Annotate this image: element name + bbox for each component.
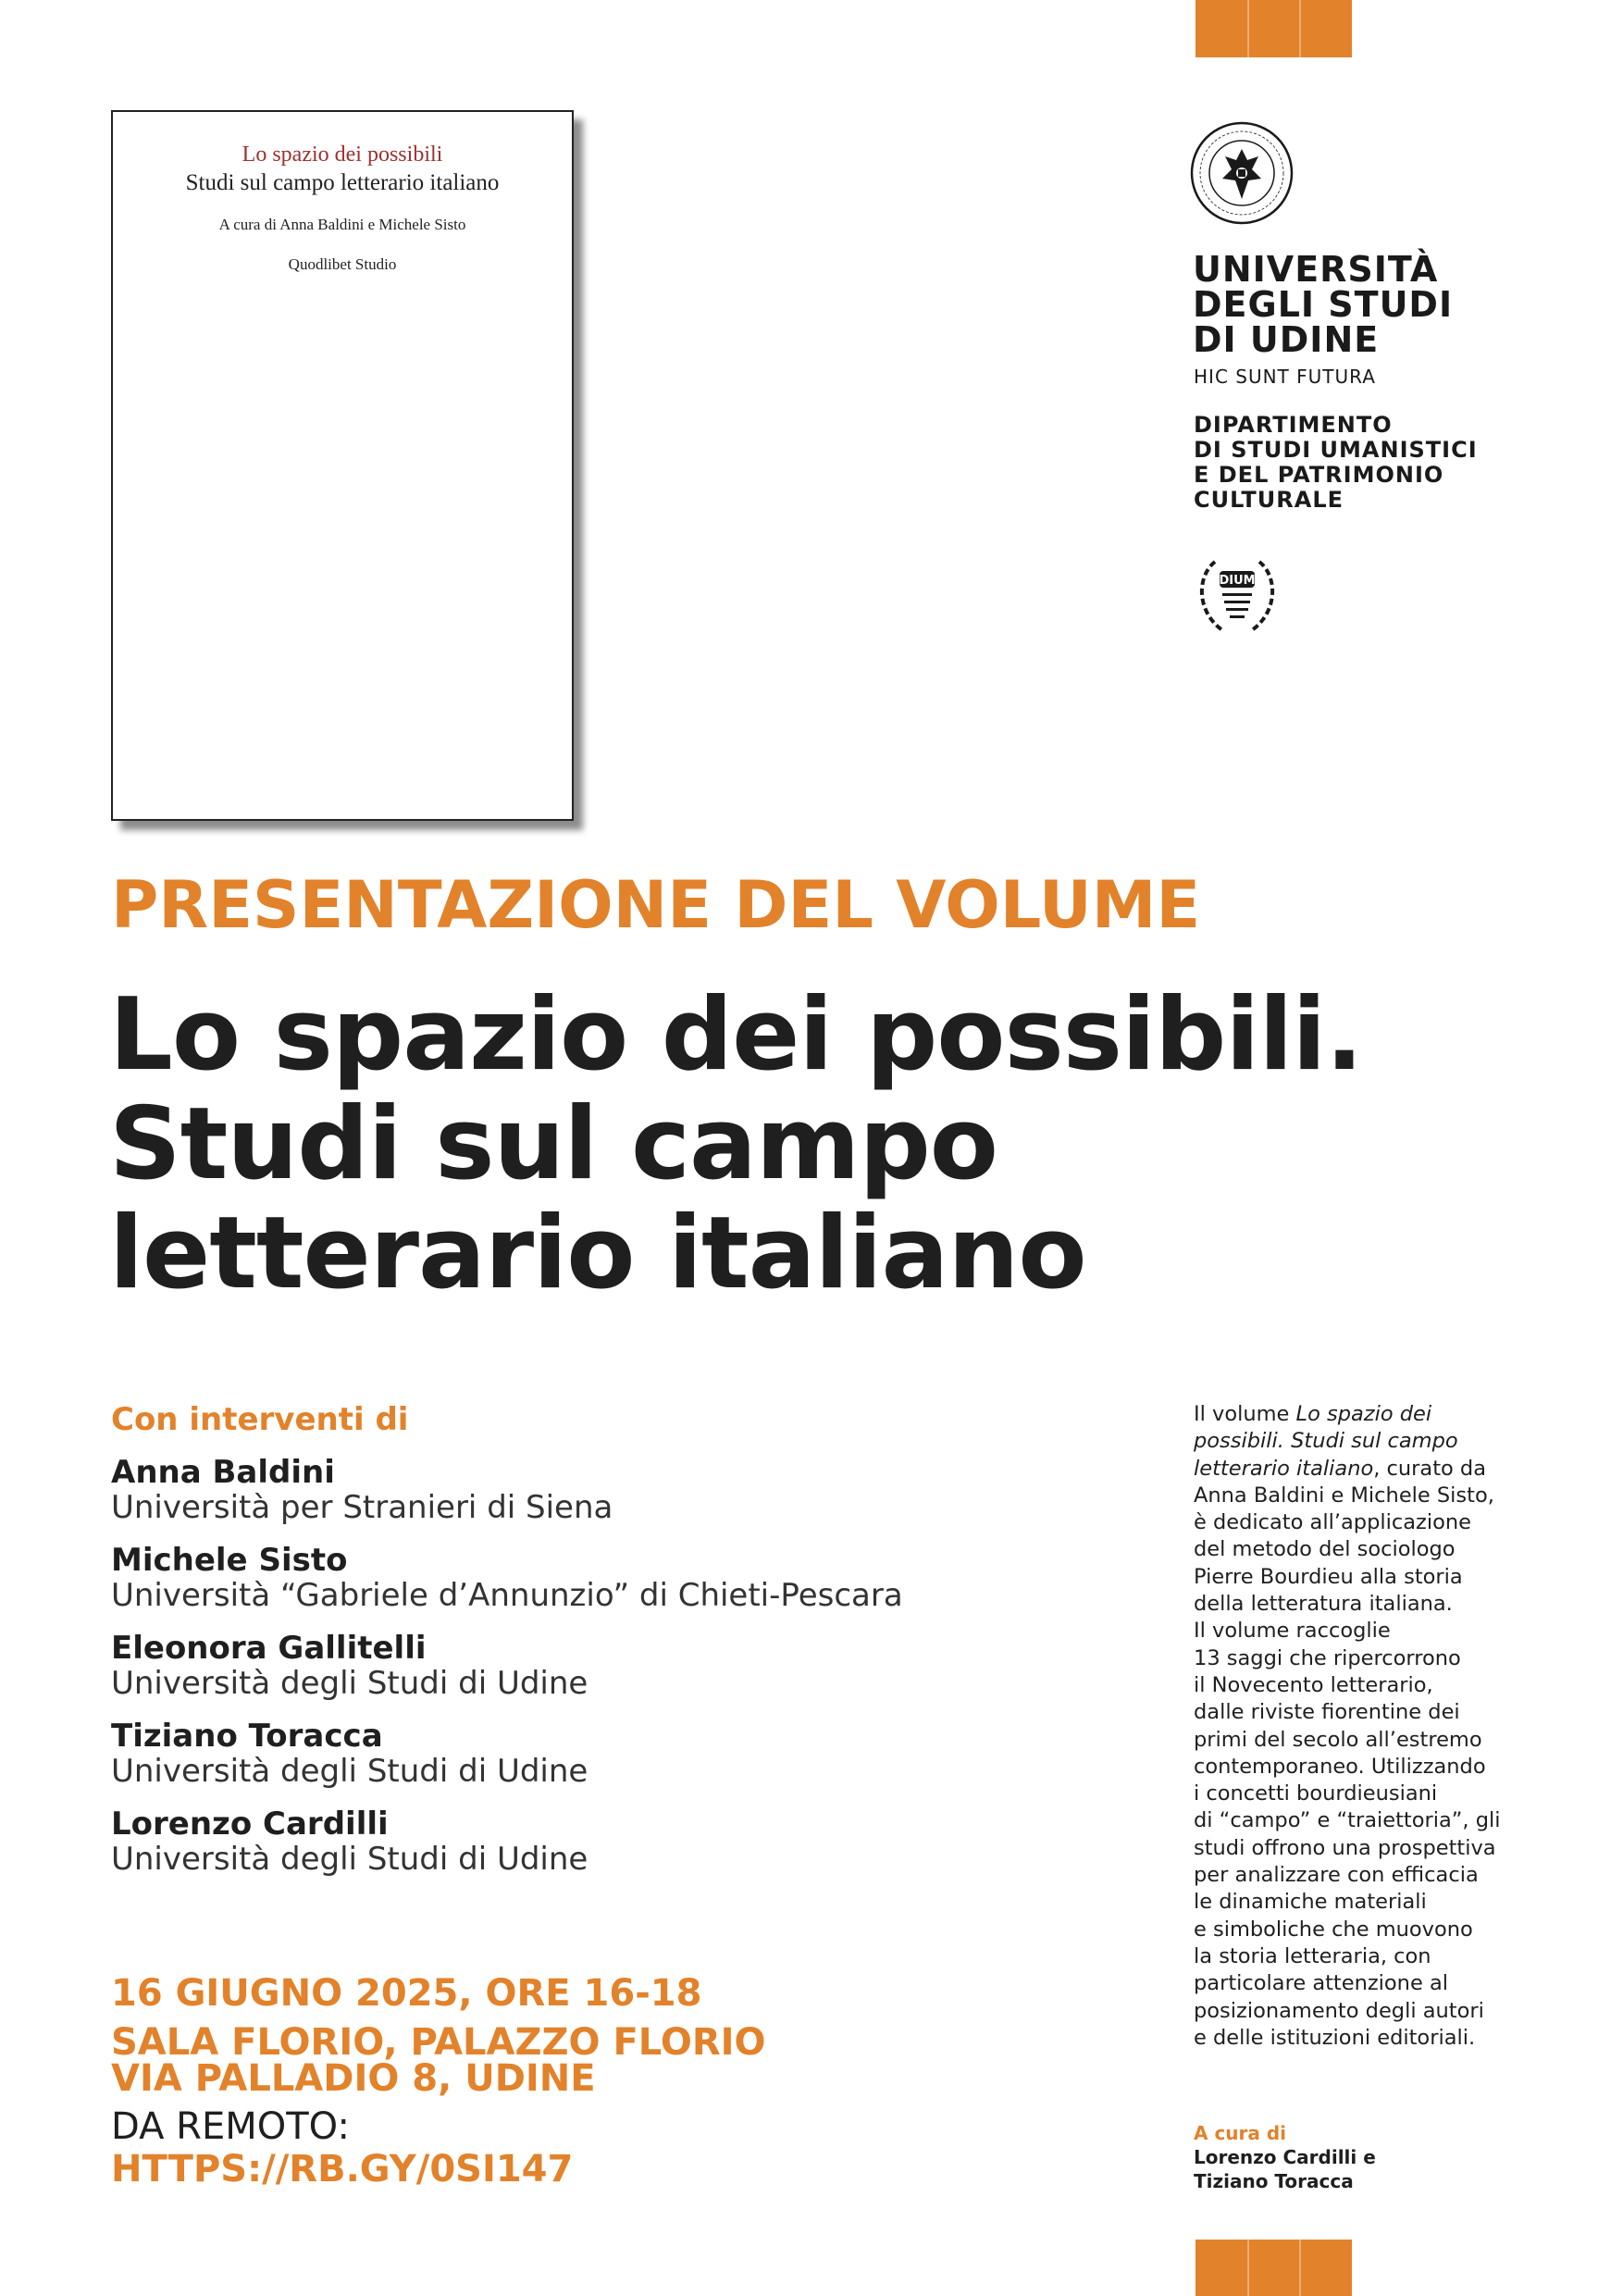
speaker-item [111,1631,1036,1719]
speaker-affiliation: Università degli Studi di Udine [111,1753,588,1790]
book-description: Il volume Lo spazio dei possibili. Studi sul campo letterario italiano, curato da Anna Baldini e Michele Sisto, è dedicato all’applicazione del metodo del sociologo Pierre Bourdieu alla storia della letteratura italiana. Il volume raccoglie 13 saggi che ripercorrono il Novecento letterario, dalle riviste fiorentine dei primi del secolo all’estremo contemporaneo. Utilizzando i concetti bourdieusiani di “campo” e “traiettoria”, gli studi offrono una prospettiva per analizzare con efficacia le dinamiche materiali e simboliche che muovono la storia letteraria, con particolare attenzione al posizionamento degli autori e delle istituzioni editoriali. [1194,1402,1501,2050]
event-kicker: PRESENTAZIONE DEL VOLUME [111,867,1201,943]
speaker-item [111,1543,1036,1631]
speaker-name: Eleonora Gallitelli [111,1630,427,1667]
curated-label: A cura di [1194,2122,1287,2144]
event-venue: SALA FLORIO, PALAZZO FLORIO VIA PALLADIO 8, UDINE [111,2021,766,2100]
bottom-accent-bar [1196,2240,1352,2296]
speaker-item [111,1806,1036,1894]
speaker-item [111,1719,1036,1806]
cover-subtitle: Studi sul campo letterario italiano [185,170,500,195]
remote-link[interactable]: HTTPS://RB.GY/0SI147 [111,2148,574,2191]
speaker-name: Lorenzo Cardilli [111,1806,389,1843]
speaker-affiliation: Università “Gabriele d’Annunzio” di Chieti-Pescara [111,1577,903,1614]
university-seal-icon [1189,114,1295,236]
speaker-affiliation: Università degli Studi di Udine [111,1841,588,1878]
dium-excellence-badge-icon [1189,551,1285,639]
speaker-affiliation: Università degli Studi di Udine [111,1665,588,1702]
cover-title: Lo spazio dei possibili [242,143,443,167]
university-motto: HIC SUNT FUTURA [1194,366,1376,388]
book-cover [111,110,574,821]
speaker-name: Tiziano Toracca [111,1718,383,1755]
speaker-item [111,1455,1036,1543]
speaker-name: Anna Baldini [111,1454,335,1491]
speaker-name: Michele Sisto [111,1542,348,1579]
department-name: DIPARTIMENTO DI STUDI UMANISTICI E DEL PATRIMONIO CULTURALE [1194,412,1478,513]
speaker-affiliation: Università per Stranieri di Siena [111,1489,613,1526]
cover-editors: A cura di Anna Baldini e Michele Sisto [218,216,466,233]
cover-publisher: Quodlibet Studio [288,255,397,273]
svg-text:DIUM: DIUM [1219,574,1256,588]
event-title: Lo spazio dei possibili. Studi sul campo letterario italiano [109,977,1363,1311]
top-accent-bar [1196,0,1352,57]
curated-names: Lorenzo Cardilli e Tiziano Toracca [1194,2146,1376,2192]
speakers-label: Con interventi di [111,1401,409,1438]
remote-label: DA REMOTO: [111,2105,350,2148]
event-date-time: 16 GIUGNO 2025, ORE 16-18 [111,1972,702,2015]
speakers-list [111,1455,1036,1894]
university-name: UNIVERSITÀ DEGLI STUDI DI UDINE [1193,249,1454,360]
